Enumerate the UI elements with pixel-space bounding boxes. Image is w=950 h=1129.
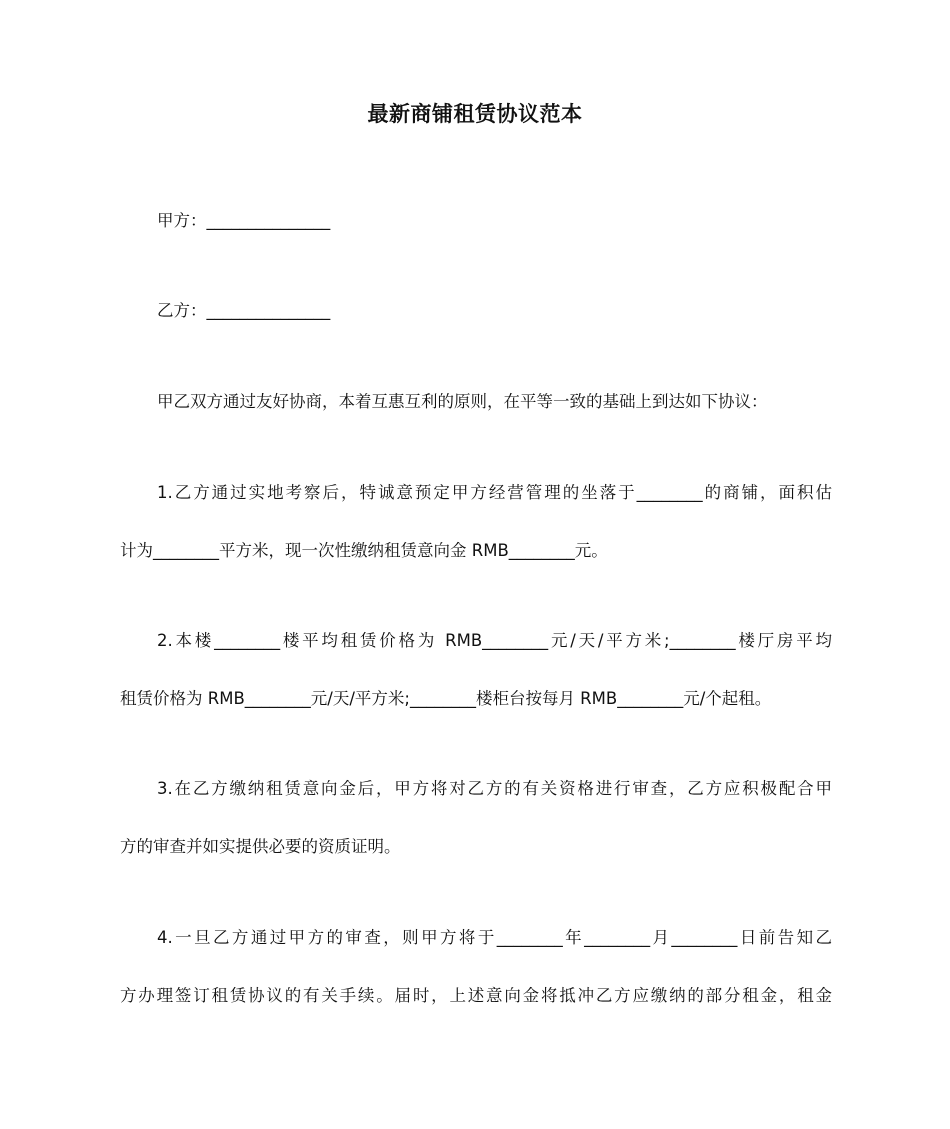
clause-2-line-1: 2.本楼________楼平均租赁价格为 RMB________元/天/平方米;________楼厅房平均 xyxy=(157,631,832,650)
clause-4-line-1: 4.一旦乙方通过甲方的审查，则甲方将于________年________月________日前告知乙 xyxy=(157,928,832,947)
party-a-line xyxy=(120,206,832,236)
party-a-text: 甲方：_______________ xyxy=(157,211,331,230)
party-b-text: 乙方：_______________ xyxy=(157,301,331,320)
document-title: 最新商铺租赁协议范本 xyxy=(367,102,583,126)
clause-2-line-2: 租赁价格为 RMB________元/天/平方米;________楼柜台按每月 RMB________元/个起租。 xyxy=(120,689,772,708)
clause-2-paragraph xyxy=(120,626,832,714)
clause-3-line-1: 3.在乙方缴纳租赁意向金后，甲方将对乙方的有关资格进行审查，乙方应积极配合甲 xyxy=(157,779,832,798)
clause-1-line-2: 计为________平方米，现一次性缴纳租赁意向金 RMB________元。 xyxy=(120,541,608,560)
clause-3-paragraph xyxy=(120,774,832,862)
intro-text: 甲乙双方通过友好协商，本着互惠互利的原则，在平等一致的基础上到达如下协议： xyxy=(157,392,768,411)
intro-paragraph xyxy=(120,387,832,417)
clause-4-line-2: 方办理签订租赁协议的有关手续。届时，上述意向金将抵冲乙方应缴纳的部分租金，租金 xyxy=(120,986,832,1005)
clause-1-paragraph xyxy=(120,478,832,566)
party-b-line xyxy=(120,296,832,326)
clause-3-line-2: 方的审查并如实提供必要的资质证明。 xyxy=(120,837,401,856)
clause-4-paragraph xyxy=(120,923,832,1011)
clause-1-line-1: 1.乙方通过实地考察后，特诚意预定甲方经营管理的坐落于________的商铺，面积估 xyxy=(157,483,832,502)
